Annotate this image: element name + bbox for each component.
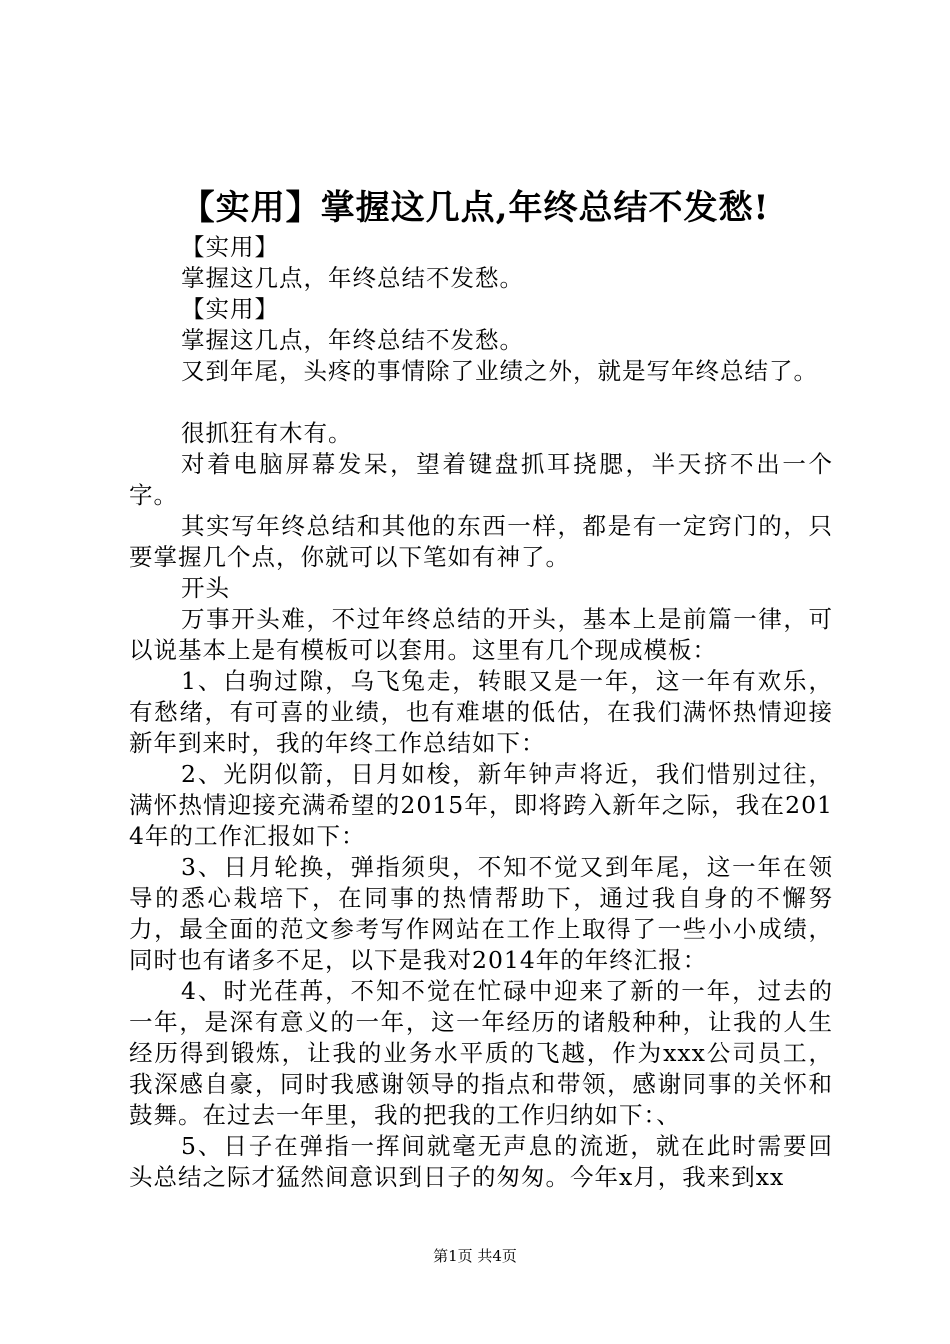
paragraph: 掌握这几点，年终总结不发愁。	[181, 326, 524, 354]
list-item: 3、日月轮换，弹指须臾，不知不觉又到年尾，这一年在领导的悉心栽培下，在同事的热情帮助下，通过我自身的不懈努力，最全面的范文参考写作网站在工作上取得了一些小小成绩，同时也有诸多不足，以下是我对2014年的年终汇报：	[129, 853, 833, 974]
list-item: 5、日子在弹指一挥间就毫无声息的流逝，就在此时需要回头总结之际才猛然间意识到日子的匆匆。今年x月，我来到xx	[129, 1132, 833, 1191]
page-footer: 第1页 共4页	[433, 1247, 517, 1265]
paragraph: 【实用】	[181, 295, 279, 323]
section-heading: 开头	[181, 574, 230, 602]
paragraph: 万事开头难，不过年终总结的开头，基本上是前篇一律，可以说基本上是有模板可以套用。这里有几个现成模板：	[129, 605, 833, 664]
list-item: 1、白驹过隙，乌飞兔走，转眼又是一年，这一年有欢乐，有愁绪，有可喜的业绩，也有难堪的低估，在我们满怀热情迎接新年到来时，我的年终工作总结如下：	[129, 667, 833, 757]
paragraph: 又到年尾，头疼的事情除了业绩之外，就是写年终总结了。	[181, 357, 818, 385]
paragraph: 掌握这几点，年终总结不发愁。	[181, 264, 524, 292]
paragraph: 对着电脑屏幕发呆，望着键盘抓耳挠腮，半天挤不出一个字。	[129, 450, 833, 509]
list-item: 4、时光荏苒，不知不觉在忙碌中迎来了新的一年，过去的一年，是深有意义的一年，这一年经历的诸般种种，让我的人生经历得到锻炼，让我的业务水平质的飞越，作为xxx公司员工，我深感自豪，同时我感谢领导的指点和带领，感谢同事的关怀和鼓舞。在过去一年里，我的把我的工作归纳如下：、	[129, 977, 833, 1129]
list-item: 2、光阴似箭，日月如梭，新年钟声将近，我们惜别过往，满怀热情迎接充满希望的2015年，即将跨入新年之际，我在2014年的工作汇报如下：	[129, 760, 833, 850]
document-title: 【实用】掌握这几点,年终总结不发愁!	[180, 188, 770, 228]
document-body	[129, 232, 833, 1193]
paragraph: 【实用】	[181, 233, 279, 261]
paragraph: 很抓狂有木有。	[181, 419, 353, 447]
paragraph: 其实写年终总结和其他的东西一样，都是有一定窍门的，只要掌握几个点，你就可以下笔如有神了。	[129, 512, 833, 571]
